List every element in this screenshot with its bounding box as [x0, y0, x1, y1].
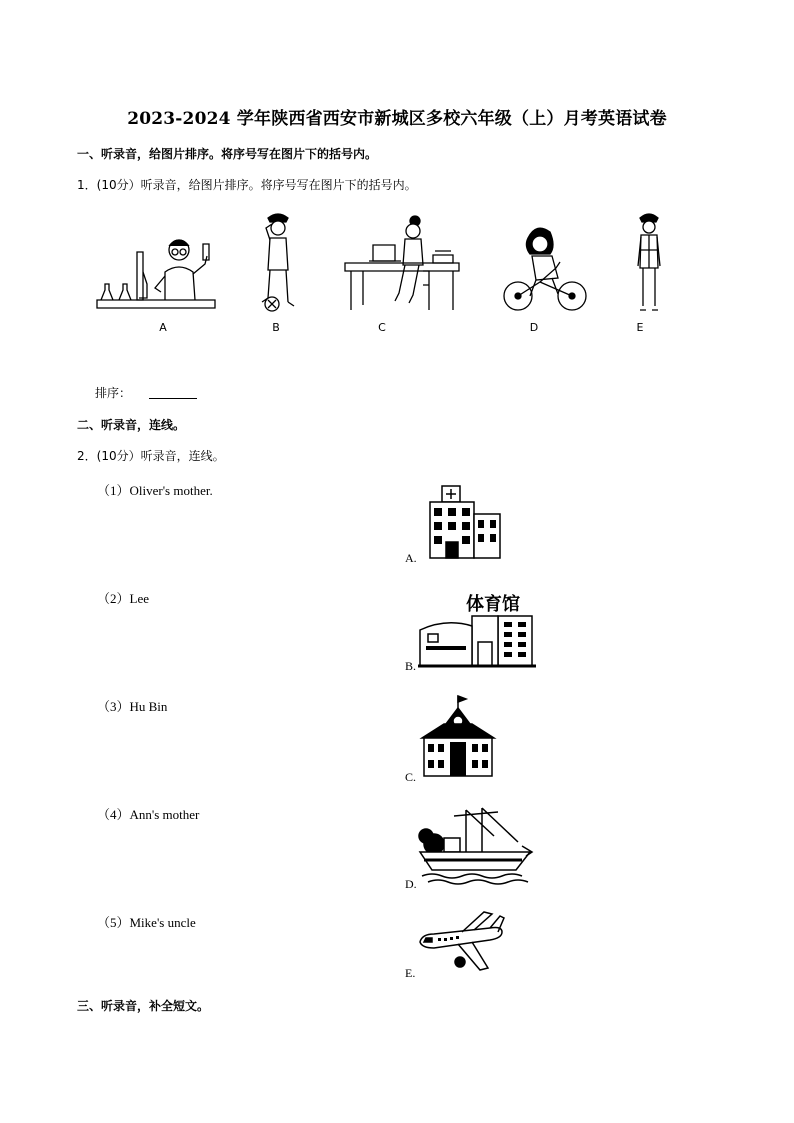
section-3-heading: 三、听录音，补全短文。 [77, 999, 210, 1013]
match-item-4: （4）Ann's mother [97, 807, 200, 822]
office-worker-desk-icon [343, 215, 461, 312]
picture-label-b: B [272, 321, 280, 334]
picture-label-d: D [529, 321, 539, 334]
hospital-icon [428, 484, 502, 560]
airplane-icon [418, 910, 506, 974]
order-label: 排序： [95, 386, 132, 400]
football-player-icon [258, 210, 298, 312]
choice-label-b: B. [405, 659, 417, 673]
girl-cycling-icon [500, 222, 590, 314]
choice-label-e: E. [405, 966, 416, 980]
police-officer-icon [636, 210, 662, 314]
section-1-heading: 一、听录音，给图片排序。将序号写在图片下的括号内。 [77, 147, 378, 161]
match-item-5: （5）Mike's uncle [97, 915, 196, 930]
match-item-2: （2）Lee [97, 591, 149, 606]
section-2-heading: 二、听录音，连线。 [77, 418, 186, 432]
picture-label-a: A [159, 321, 167, 334]
gym-sign-text: 体育馆 [466, 594, 520, 615]
gym-icon [418, 590, 536, 668]
order-answer-line[interactable] [149, 398, 197, 399]
scientist-lab-icon [95, 232, 220, 312]
choice-label-a: A. [405, 551, 417, 565]
choice-label-c: C. [405, 770, 417, 784]
match-item-3: （3）Hu Bin [97, 699, 168, 714]
question-2: 2．(10分）听录音，连线。 [77, 449, 225, 463]
choice-label-d: D. [405, 877, 417, 891]
order-answer-field[interactable] [95, 384, 197, 401]
picture-label-c: C [378, 321, 386, 334]
page-title: 2023-2024 学年陕西省西安市新城区多校六年级（上）月考英语试卷 [127, 109, 667, 129]
picture-label-e: E [636, 321, 644, 334]
question-1: 1．(10分）听录音，给图片排序。将序号写在图片下的括号内。 [77, 178, 417, 192]
school-icon [420, 694, 496, 778]
match-item-1: （1）Oliver's mother. [97, 483, 213, 498]
ship-icon [418, 806, 536, 886]
